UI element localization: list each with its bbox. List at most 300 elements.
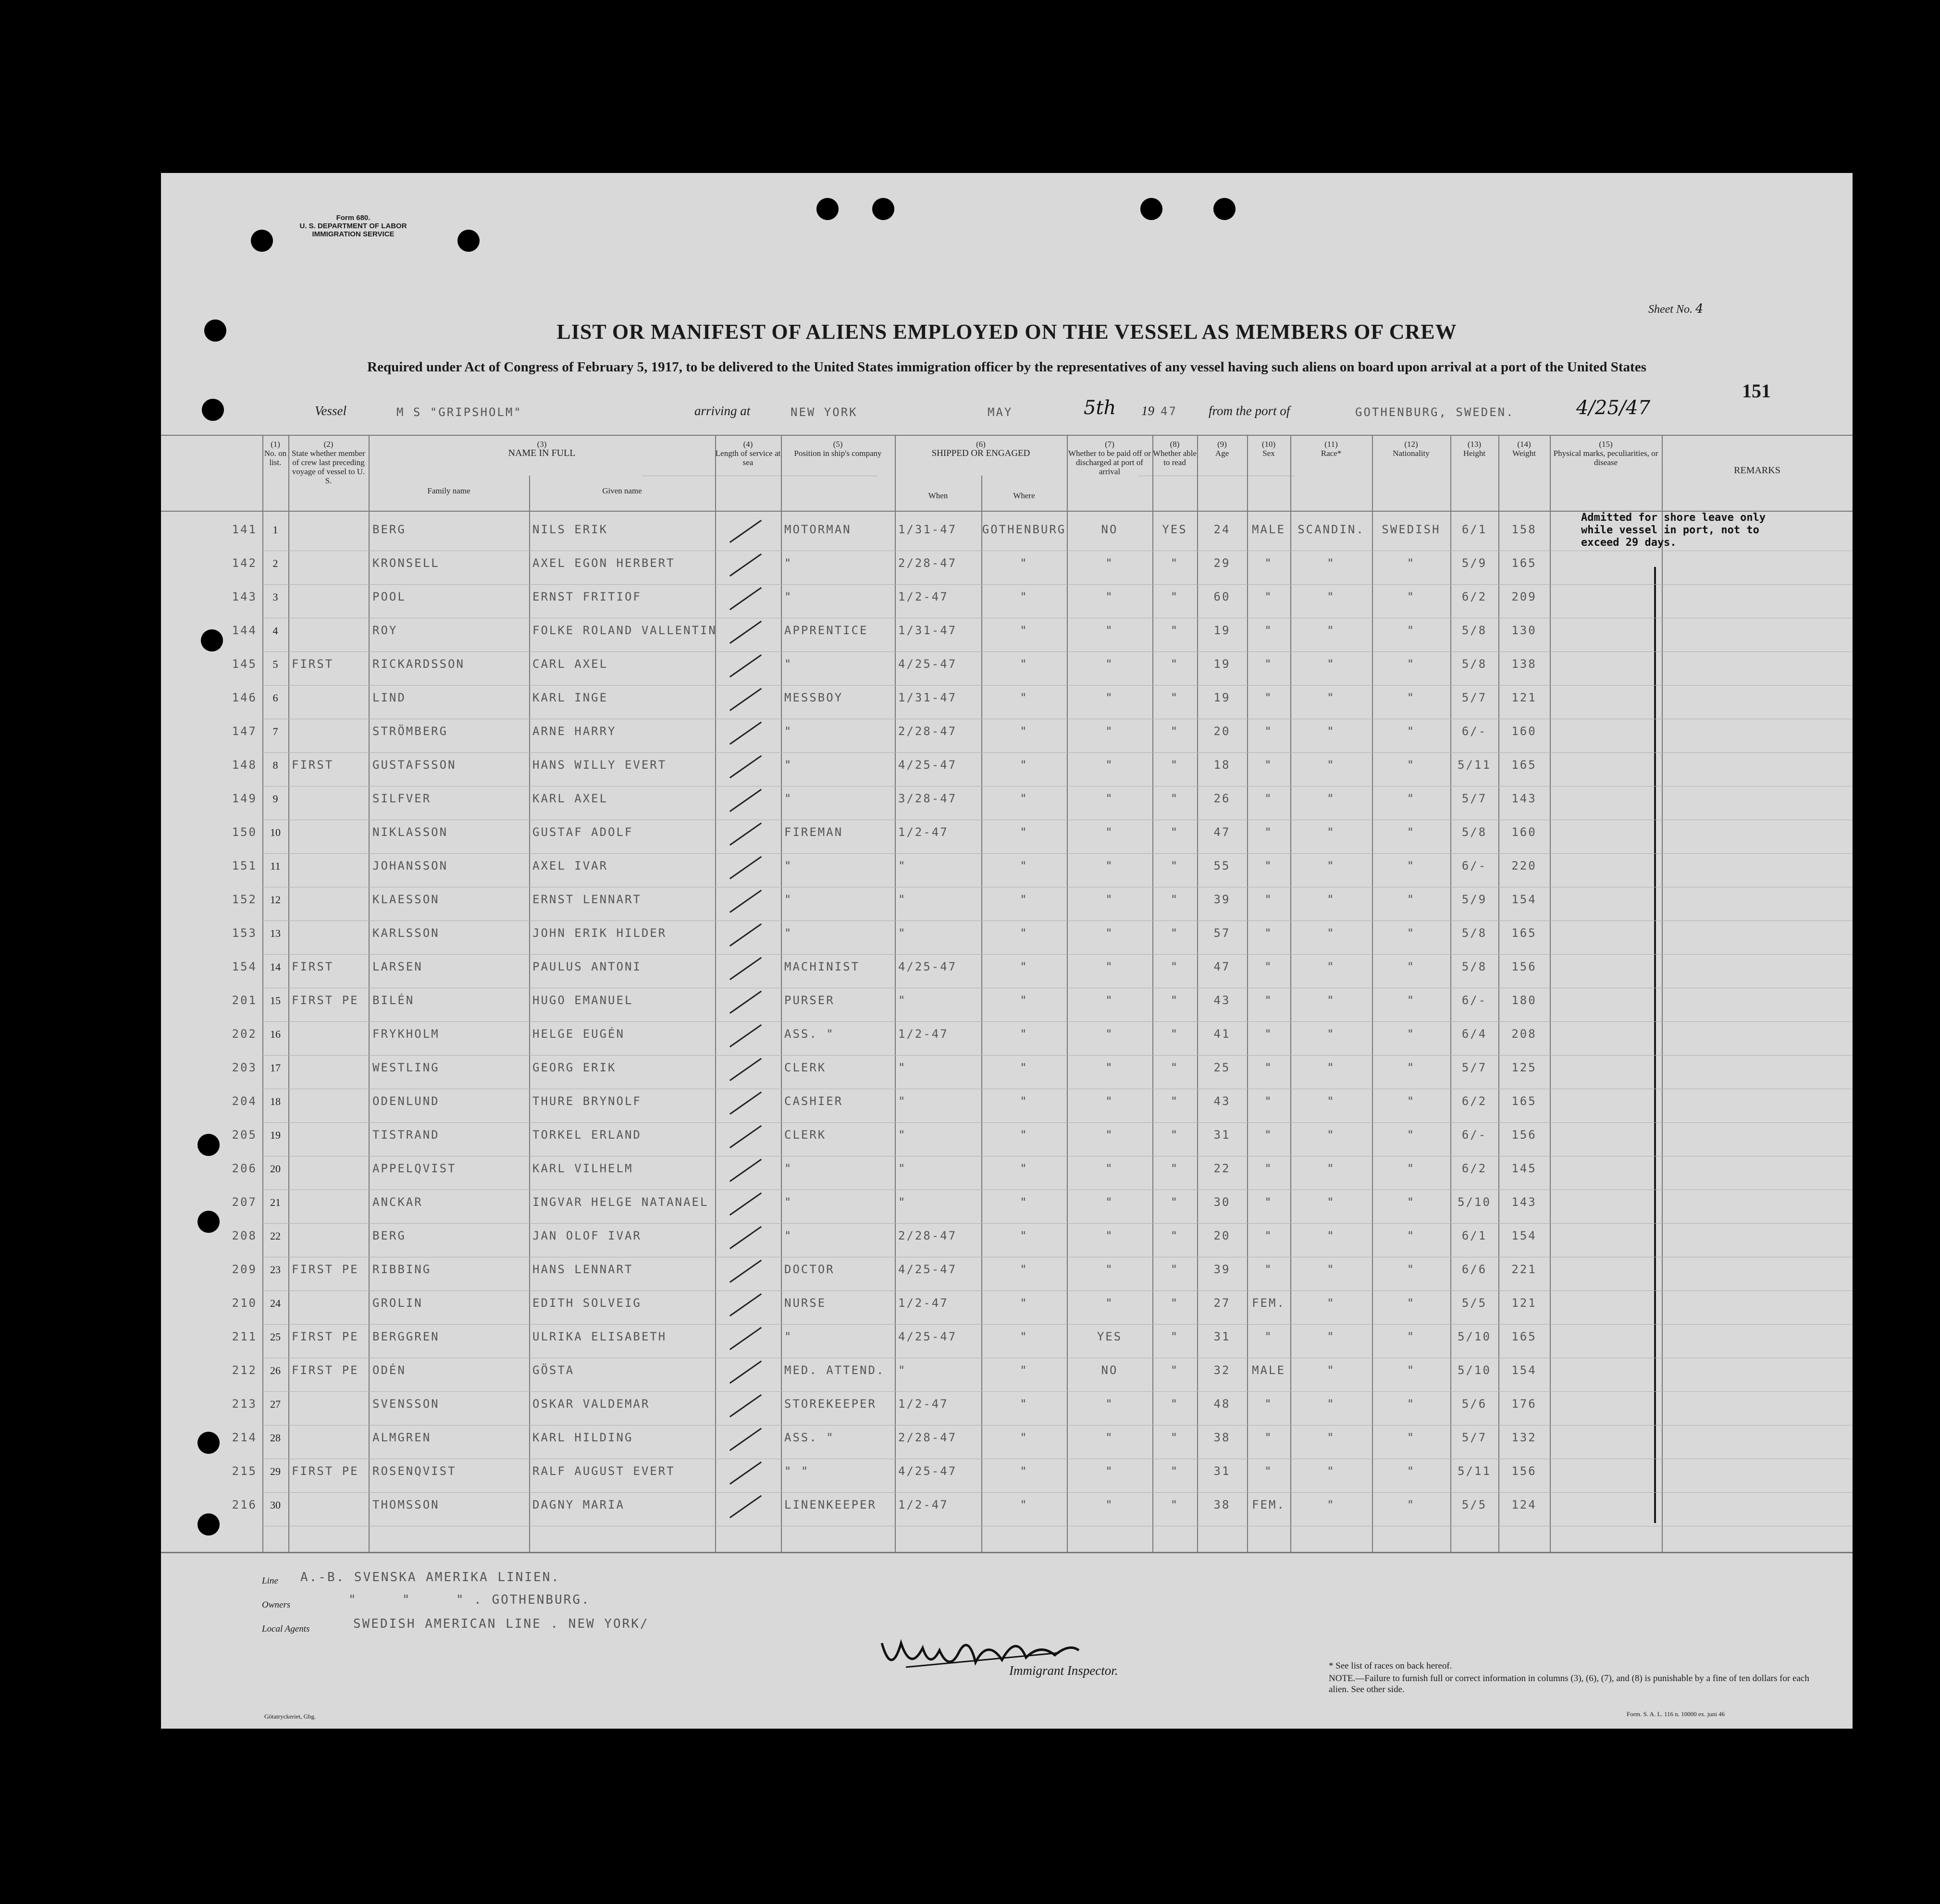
where-value: " xyxy=(1020,1296,1028,1310)
read-value: " xyxy=(1170,657,1179,671)
position-value: " xyxy=(784,859,793,872)
nationality-value: " xyxy=(1407,859,1416,872)
row-number: 3 xyxy=(272,591,278,603)
col-header-height xyxy=(1450,440,1498,458)
row-rule xyxy=(262,1391,1853,1392)
height-value: 6/- xyxy=(1461,859,1487,872)
row-rule xyxy=(262,1055,1853,1056)
col-number: (9) xyxy=(1217,440,1227,449)
race-value: " xyxy=(1327,994,1335,1007)
where-value: " xyxy=(1020,758,1028,772)
ditto-bracket-line xyxy=(1654,567,1656,1523)
position-value: " " xyxy=(784,1464,810,1478)
sex-value: " xyxy=(1264,859,1273,872)
arrival-day: 5th xyxy=(1084,397,1116,419)
given-name: CARL AXEL xyxy=(532,657,608,671)
position-value: MESSBOY xyxy=(784,691,843,704)
when-value: " xyxy=(898,859,907,872)
row-number: 15 xyxy=(270,995,281,1007)
vessel-name: M S "GRIPSHOLM" xyxy=(396,405,522,419)
nationality-value: " xyxy=(1407,1229,1416,1242)
given-name: KARL HILDING xyxy=(532,1431,633,1444)
family-name: SILFVER xyxy=(372,792,432,805)
paid-value: " xyxy=(1105,1431,1114,1444)
page-title: LIST OR MANIFEST OF ALIENS EMPLOYED ON THE VESSEL AS MEMBERS OF CREW xyxy=(556,320,1457,344)
vessel-label: Vessel xyxy=(315,404,346,418)
when-value: " xyxy=(898,893,907,906)
agents-label: Local Agents xyxy=(262,1624,310,1634)
where-value: " xyxy=(1020,590,1028,603)
where-value: " xyxy=(1020,960,1028,973)
row-number: 11 xyxy=(270,860,281,872)
stamp-number: 151 xyxy=(1742,380,1771,402)
row-number: 1 xyxy=(272,524,278,536)
margin-number: 143 xyxy=(232,590,257,603)
position-value: " xyxy=(784,758,793,772)
row-number: 10 xyxy=(270,826,281,838)
given-name: ULRIKA ELISABETH xyxy=(532,1330,667,1343)
col-header-family: Family name xyxy=(427,486,470,495)
arrival-year: 47 xyxy=(1161,405,1177,418)
row-number: 20 xyxy=(270,1163,281,1175)
weight-value: 156 xyxy=(1511,960,1537,973)
position-value: MED. ATTEND. xyxy=(784,1364,885,1377)
family-name: JOHANSSON xyxy=(372,859,448,872)
paid-value: " xyxy=(1105,1263,1114,1276)
family-name: RIBBING xyxy=(372,1263,432,1276)
weight-value: 132 xyxy=(1511,1431,1537,1444)
row-number: 30 xyxy=(270,1499,281,1511)
punch-hole xyxy=(198,1513,220,1535)
paid-value: NO xyxy=(1101,1364,1118,1377)
family-name: SVENSSON xyxy=(372,1397,440,1411)
read-value: " xyxy=(1170,1128,1179,1142)
age-value: 26 xyxy=(1213,792,1231,805)
state-value: FIRST xyxy=(292,960,334,973)
race-value: " xyxy=(1327,1027,1335,1041)
height-value: 5/8 xyxy=(1461,960,1487,973)
page-subtitle: Required under Act of Congress of February 5, 1917, to be delivered to the United States immigration officer by the representatives of any vessel having such aliens on board upon arrival at a port of the United States xyxy=(367,359,1646,375)
position-value: ASS. " xyxy=(784,1431,835,1444)
height-value: 6/1 xyxy=(1461,1229,1487,1242)
table-bottom-rule xyxy=(161,1552,1853,1553)
age-value: 29 xyxy=(1213,556,1231,570)
paid-value: " xyxy=(1105,590,1114,603)
age-value: 25 xyxy=(1213,1061,1231,1074)
state-value: FIRST PE xyxy=(292,1263,359,1276)
where-value: " xyxy=(1020,624,1028,637)
row-number: 14 xyxy=(270,961,281,973)
row-rule xyxy=(262,584,1853,585)
age-value: 38 xyxy=(1213,1498,1231,1511)
col-number: (1) xyxy=(271,440,280,449)
col-number: (11) xyxy=(1324,440,1338,449)
sex-value: " xyxy=(1264,893,1273,906)
paid-value: " xyxy=(1105,657,1114,671)
row-number: 8 xyxy=(272,759,278,771)
margin-number: 149 xyxy=(232,792,257,805)
read-value: " xyxy=(1170,1094,1179,1108)
state-value: FIRST PE xyxy=(292,994,359,1007)
service-check-mark xyxy=(729,957,762,980)
age-value: 55 xyxy=(1213,859,1231,872)
col-number: (8) xyxy=(1170,440,1180,449)
col-number: (10) xyxy=(1261,440,1276,449)
given-name: KARL AXEL xyxy=(532,792,608,805)
service-check-mark xyxy=(729,1428,762,1451)
col-header-weight xyxy=(1498,440,1550,458)
where-value: " xyxy=(1020,556,1028,570)
age-value: 20 xyxy=(1213,725,1231,738)
sex-value: " xyxy=(1264,1027,1273,1041)
sex-value: " xyxy=(1264,926,1273,940)
state-value: FIRST xyxy=(292,657,334,671)
service-check-mark xyxy=(729,755,762,778)
position-value: FIREMAN xyxy=(784,825,843,839)
weight-value: 154 xyxy=(1511,1364,1537,1377)
sex-value: " xyxy=(1264,1162,1273,1175)
where-value: " xyxy=(1020,1027,1028,1041)
service-check-mark xyxy=(729,1462,762,1485)
given-name: KARL INGE xyxy=(532,691,608,704)
read-value: " xyxy=(1170,1027,1179,1041)
family-name: BERG xyxy=(372,523,406,536)
height-value: 5/5 xyxy=(1461,1296,1487,1310)
margin-number: 152 xyxy=(232,893,257,906)
age-value: 32 xyxy=(1213,1364,1231,1377)
paid-value: " xyxy=(1105,1229,1114,1242)
age-value: 18 xyxy=(1213,758,1231,772)
race-value: " xyxy=(1327,1498,1335,1511)
col-header-read xyxy=(1152,440,1197,467)
weight-value: 209 xyxy=(1511,590,1537,603)
height-value: 5/11 xyxy=(1458,1464,1491,1478)
weight-value: 154 xyxy=(1511,1229,1537,1242)
nationality-value: " xyxy=(1407,926,1416,940)
row-rule xyxy=(262,752,1853,753)
race-value: " xyxy=(1327,1263,1335,1276)
age-value: 19 xyxy=(1213,657,1231,671)
sex-value: " xyxy=(1264,624,1273,637)
when-value: 1/31-47 xyxy=(898,691,957,704)
where-value: " xyxy=(1020,1431,1028,1444)
paid-value: " xyxy=(1105,926,1114,940)
race-value: " xyxy=(1327,1162,1335,1175)
race-value: " xyxy=(1327,960,1335,973)
read-value: " xyxy=(1170,1397,1179,1411)
when-value: 1/2-47 xyxy=(898,1296,949,1310)
read-value: " xyxy=(1170,1263,1179,1276)
row-number: 18 xyxy=(270,1095,281,1107)
col-header-race xyxy=(1290,440,1372,458)
height-value: 5/7 xyxy=(1461,691,1487,704)
where-value: " xyxy=(1020,994,1028,1007)
nationality-value: SWEDISH xyxy=(1382,523,1441,536)
family-name: ALMGREN xyxy=(372,1431,432,1444)
read-value: " xyxy=(1170,590,1179,603)
col-number: (5) xyxy=(833,440,843,449)
service-check-mark xyxy=(729,923,762,946)
race-value: " xyxy=(1327,1364,1335,1377)
position-value: MACHINIST xyxy=(784,960,860,973)
given-name: JOHN ERIK HILDER xyxy=(532,926,667,940)
row-number: 16 xyxy=(270,1028,281,1040)
service-check-mark xyxy=(729,587,762,610)
col-number: (13) xyxy=(1467,440,1482,449)
margin-number: 208 xyxy=(232,1229,257,1242)
sex-value: " xyxy=(1264,1330,1273,1343)
weight-value: 156 xyxy=(1511,1128,1537,1142)
nationality-value: " xyxy=(1407,1263,1416,1276)
when-value: " xyxy=(898,1061,907,1074)
where-value: " xyxy=(1020,1229,1028,1242)
weight-value: 180 xyxy=(1511,994,1537,1007)
line-value: A.-B. SVENSKA AMERIKA LINIEN. xyxy=(300,1570,560,1585)
given-name: KARL VILHELM xyxy=(532,1162,633,1175)
position-value: STOREKEEPER xyxy=(784,1397,877,1411)
sex-value: " xyxy=(1264,725,1273,738)
departure-date: 4/25/47 xyxy=(1576,397,1651,419)
service-check-mark xyxy=(729,1159,762,1182)
age-value: 38 xyxy=(1213,1431,1231,1444)
nationality-value: " xyxy=(1407,1094,1416,1108)
col-label: Nationality xyxy=(1393,449,1430,458)
row-number: 7 xyxy=(272,725,278,737)
race-value: " xyxy=(1327,926,1335,940)
col-label: Sex xyxy=(1262,449,1275,458)
family-name: APPELQVIST xyxy=(372,1162,457,1175)
sex-value: " xyxy=(1264,1128,1273,1142)
service-check-mark xyxy=(729,890,762,913)
form-number: Form 680. xyxy=(336,214,371,222)
position-value: " xyxy=(784,725,793,738)
when-value: 1/2-47 xyxy=(898,1397,949,1411)
weight-value: 165 xyxy=(1511,926,1537,940)
row-number: 2 xyxy=(272,557,278,569)
race-value: " xyxy=(1327,1397,1335,1411)
position-value: MOTORMAN xyxy=(784,523,852,536)
margin-number: 210 xyxy=(232,1296,257,1310)
where-value: " xyxy=(1020,1195,1028,1209)
where-value: " xyxy=(1020,1498,1028,1511)
weight-value: 165 xyxy=(1511,556,1537,570)
when-value: " xyxy=(898,1195,907,1209)
owners-label: Owners xyxy=(262,1600,291,1610)
paid-value: " xyxy=(1105,960,1114,973)
paid-value: " xyxy=(1105,1464,1114,1478)
given-name: GUSTAF ADOLF xyxy=(532,825,633,839)
paid-value: " xyxy=(1105,1094,1114,1108)
weight-value: 165 xyxy=(1511,758,1537,772)
service-check-mark xyxy=(729,1394,762,1417)
given-name: INGVAR HELGE NATANAEL xyxy=(532,1195,709,1209)
weight-value: 208 xyxy=(1511,1027,1537,1041)
punch-hole xyxy=(1213,198,1236,220)
age-value: 43 xyxy=(1213,1094,1231,1108)
weight-value: 158 xyxy=(1511,523,1537,536)
when-value: 4/25-47 xyxy=(898,758,957,772)
row-number: 27 xyxy=(270,1398,281,1410)
race-value: " xyxy=(1327,758,1335,772)
height-value: 5/8 xyxy=(1461,926,1487,940)
races-note: * See list of races on back hereof. xyxy=(1329,1661,1452,1671)
position-value: " xyxy=(784,1195,793,1209)
col-label: State whether member of crew last preceding voyage of vessel to U. S. xyxy=(292,449,365,485)
form-code: Form. S. A. L. 116 n. 10000 ex. juni 46 xyxy=(1627,1710,1725,1718)
margin-number: 212 xyxy=(232,1364,257,1377)
sex-value: " xyxy=(1264,657,1273,671)
row-rule xyxy=(262,1122,1853,1123)
height-value: 6/2 xyxy=(1461,1094,1487,1108)
col-label: No. on list. xyxy=(264,449,287,467)
read-value: " xyxy=(1170,1162,1179,1175)
when-value: 2/28-47 xyxy=(898,556,957,570)
age-value: 27 xyxy=(1213,1296,1231,1310)
col-header-remarks: REMARKS xyxy=(1734,465,1780,476)
nationality-value: " xyxy=(1407,556,1416,570)
nationality-value: " xyxy=(1407,691,1416,704)
position-value: " xyxy=(784,556,793,570)
service-check-mark xyxy=(729,1361,762,1384)
where-value: " xyxy=(1020,1464,1028,1478)
family-name: BERGGREN xyxy=(372,1330,440,1343)
age-value: 39 xyxy=(1213,1263,1231,1276)
col-label: Position in ship's company xyxy=(794,449,882,458)
where-value: " xyxy=(1020,859,1028,872)
position-value: " xyxy=(784,926,793,940)
col-number: (2) xyxy=(323,440,334,449)
position-value: " xyxy=(784,893,793,906)
voyage-line xyxy=(161,397,1853,423)
service-check-mark xyxy=(729,621,762,644)
margin-number: 203 xyxy=(232,1061,257,1074)
nationality-value: " xyxy=(1407,1498,1416,1511)
sex-value: " xyxy=(1264,1061,1273,1074)
margin-number: 206 xyxy=(232,1162,257,1175)
nationality-value: " xyxy=(1407,1431,1416,1444)
paid-value: YES xyxy=(1097,1330,1123,1343)
col-header-state xyxy=(288,440,369,485)
margin-number: 146 xyxy=(232,691,257,704)
row-number: 13 xyxy=(270,927,281,939)
height-value: 6/6 xyxy=(1461,1263,1487,1276)
age-value: 19 xyxy=(1213,624,1231,637)
weight-value: 165 xyxy=(1511,1094,1537,1108)
weight-value: 165 xyxy=(1511,1330,1537,1343)
arriving-label: arriving at xyxy=(694,404,751,418)
col-header-when: When xyxy=(928,491,948,500)
given-name: AXEL EGON HERBERT xyxy=(532,556,675,570)
race-value: " xyxy=(1327,725,1335,738)
given-name: DAGNY MARIA xyxy=(532,1498,625,1511)
given-name: GÖSTA xyxy=(532,1364,575,1377)
height-value: 5/10 xyxy=(1458,1330,1491,1343)
sex-value: " xyxy=(1264,792,1273,805)
col-label: Height xyxy=(1463,449,1486,458)
margin-number: 204 xyxy=(232,1094,257,1108)
given-name: THURE BRYNOLF xyxy=(532,1094,642,1108)
row-number: 25 xyxy=(270,1331,281,1343)
given-name: HANS WILLY EVERT xyxy=(532,758,667,772)
col-header-age xyxy=(1197,440,1247,458)
weight-value: 160 xyxy=(1511,825,1537,839)
paid-value: " xyxy=(1105,792,1114,805)
service-check-mark xyxy=(729,1293,762,1316)
sex-value: " xyxy=(1264,1195,1273,1209)
race-value: " xyxy=(1327,657,1335,671)
race-value: " xyxy=(1327,1061,1335,1074)
state-value: FIRST xyxy=(292,758,334,772)
given-name: OSKAR VALDEMAR xyxy=(532,1397,650,1411)
inspector-label: Immigrant Inspector. xyxy=(1009,1663,1118,1678)
race-value: " xyxy=(1327,1195,1335,1209)
col-label: Whether able to read xyxy=(1152,449,1197,467)
read-value: " xyxy=(1170,1464,1179,1478)
table-top-rule xyxy=(161,435,1853,436)
position-value: " xyxy=(784,657,793,671)
col-header-marks xyxy=(1550,440,1662,467)
nationality-value: " xyxy=(1407,725,1416,738)
given-name: GEORG ERIK xyxy=(532,1061,617,1074)
age-value: 43 xyxy=(1213,994,1231,1007)
read-value: " xyxy=(1170,1364,1179,1377)
service-check-mark xyxy=(729,654,762,677)
where-value: " xyxy=(1020,792,1028,805)
paid-value: " xyxy=(1105,859,1114,872)
when-value: " xyxy=(898,1162,907,1175)
margin-number: 214 xyxy=(232,1431,257,1444)
height-value: 6/- xyxy=(1461,1128,1487,1142)
department-name: U. S. DEPARTMENT OF LABOR xyxy=(299,222,407,230)
where-value: " xyxy=(1020,1094,1028,1108)
read-value: " xyxy=(1170,624,1179,637)
row-number: 26 xyxy=(270,1364,281,1376)
col-header-no xyxy=(262,440,288,467)
height-value: 6/1 xyxy=(1461,523,1487,536)
punch-hole xyxy=(872,198,894,220)
form-header xyxy=(252,214,454,238)
where-value: " xyxy=(1020,1330,1028,1343)
where-value: " xyxy=(1020,1061,1028,1074)
row-number: 12 xyxy=(270,894,281,906)
when-value: 1/2-47 xyxy=(898,1027,949,1041)
agents-value: SWEDISH AMERICAN LINE . NEW YORK/ xyxy=(353,1617,649,1631)
where-value: " xyxy=(1020,1162,1028,1175)
race-value: " xyxy=(1327,556,1335,570)
margin-number: 207 xyxy=(232,1195,257,1209)
read-value: " xyxy=(1170,1498,1179,1511)
margin-number: 205 xyxy=(232,1128,257,1142)
given-name: AXEL IVAR xyxy=(532,859,608,872)
where-value: " xyxy=(1020,926,1028,940)
age-value: 47 xyxy=(1213,960,1231,973)
position-value: " xyxy=(784,792,793,805)
weight-value: 124 xyxy=(1511,1498,1537,1511)
position-value: PURSER xyxy=(784,994,835,1007)
position-value: CLERK xyxy=(784,1061,827,1074)
sheet-number xyxy=(1648,302,1704,316)
col-label: Race* xyxy=(1321,449,1342,458)
weight-value: 145 xyxy=(1511,1162,1537,1175)
punch-hole xyxy=(457,230,480,252)
paid-value: " xyxy=(1105,994,1114,1007)
col-number: (3) xyxy=(537,440,547,449)
given-name: PAULUS ANTONI xyxy=(532,960,642,973)
col-label: Physical marks, peculiarities, or disease xyxy=(1553,449,1658,467)
row-number: 24 xyxy=(270,1297,281,1309)
where-value: " xyxy=(1020,1128,1028,1142)
paid-value: " xyxy=(1105,556,1114,570)
